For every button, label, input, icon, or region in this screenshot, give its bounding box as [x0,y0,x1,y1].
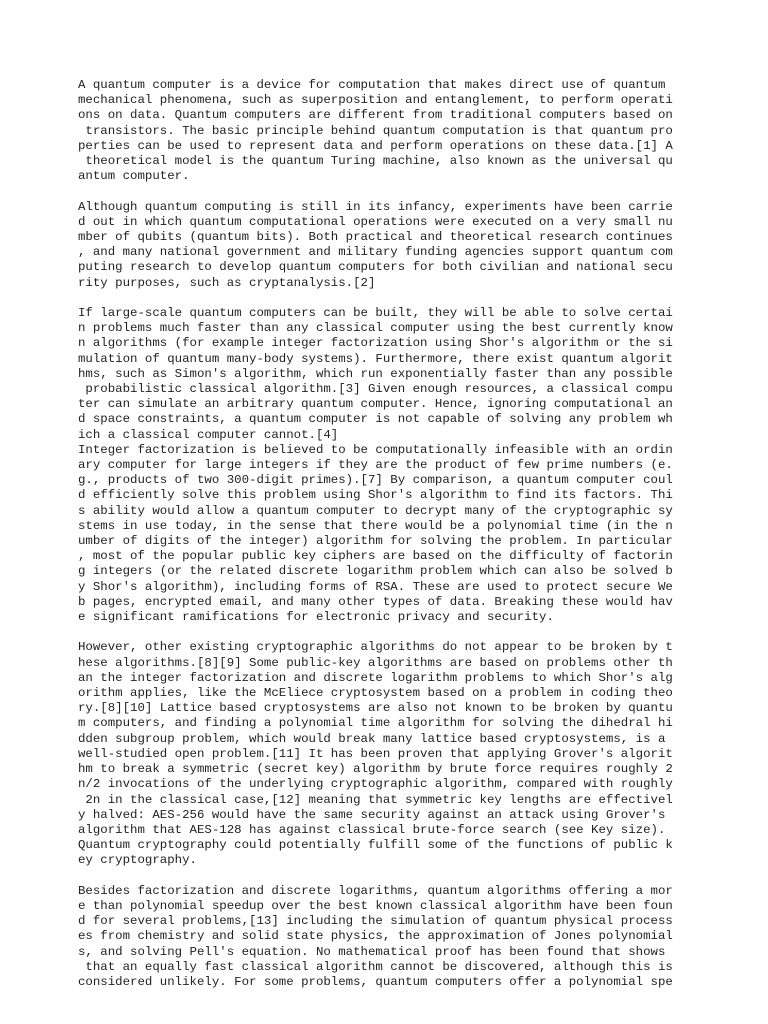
document-body [78,78,698,990]
text-line: an the integer factorization and discrete logarithm problems to which Shor's alg [78,670,673,685]
paragraph-spacer [78,625,698,640]
text-line: If large-scale quantum computers can be built, they will be able to solve certai [78,306,673,321]
text-line: g., products of two 300-digit primes).[7] By comparison, a quantum computer coul [78,473,673,488]
text-line: es from chemistry and solid state physics, the approximation of Jones polynomial [78,929,673,944]
text-line: Quantum cryptography could potentially fulfill some of the functions of public k [78,838,673,853]
text-line: d out in which quantum computational operations were executed on a very small nu [78,214,673,229]
text-line: d for several problems,[13] including the simulation of quantum physical process [78,914,673,929]
text-line: theoretical model is the quantum Turing machine, also known as the universal qu [78,154,673,169]
paragraph-2 [78,200,698,291]
text-line: hms, such as Simon's algorithm, which run exponentially faster than any possible [78,366,673,381]
text-line: Although quantum computing is still in its infancy, experiments have been carrie [78,199,673,214]
text-line: A quantum computer is a device for computation that makes direct use of quantum [78,78,666,92]
text-line: e significant ramifications for electronic privacy and security. [78,610,554,625]
text-line: mber of qubits (quantum bits). Both practical and theoretical research continues [78,230,673,245]
text-line: umber of digits of the integer) algorithm for solving the problem. In particular [78,534,673,549]
text-line: transistors. The basic principle behind quantum computation is that quantum pro [78,123,673,138]
text-line: rity purposes, such as cryptanalysis.[2] [78,275,376,290]
paragraph-spacer [78,869,698,884]
text-line: ey cryptography. [78,853,197,868]
text-line: e than polynomial speedup over the best known classical algorithm have been foun [78,898,673,913]
paragraph-spacer [78,184,698,199]
text-line: s, and solving Pell's equation. No mathematical proof has been found that shows [78,944,666,959]
text-line: antum computer. [78,169,190,184]
text-line: algorithm that AES-128 has against classical brute-force search (see Key size). [78,822,666,837]
paragraph-5 [78,884,698,990]
text-line: that an equally fast classical algorithm cannot be discovered, although this is [78,959,673,974]
text-line: probabilistic classical algorithm.[3] Given enough resources, a classical compu [78,382,673,397]
text-line: However, other existing cryptographic algorithms do not appear to be broken by t [78,640,673,655]
text-line: ons on data. Quantum computers are different from traditional computers based on [78,108,673,123]
text-line: y Shor's algorithm), including forms of RSA. These are used to protect secure We [78,579,673,594]
paragraph-spacer [78,291,698,306]
text-line: mulation of quantum many-body systems). Furthermore, there exist quantum algorit [78,351,673,366]
text-line: , most of the popular public key ciphers are based on the difficulty of factorin [78,549,673,564]
paragraph-3 [78,306,698,625]
paragraph-1 [78,78,698,184]
text-line: ary computer for large integers if they are the product of few prime numbers (e. [78,458,673,473]
text-line: ry.[8][10] Lattice based cryptosystems are also not known to be broken by quantu [78,701,673,716]
text-line: n/2 invocations of the underlying cryptographic algorithm, compared with roughly [78,777,673,792]
text-line: stems in use today, in the sense that there would be a polynomial time (in the n [78,518,673,533]
paragraph-4 [78,640,698,868]
text-line: g integers (or the related discrete logarithm problem which can also be solved b [78,564,673,579]
text-line: puting research to develop quantum computers for both civilian and national secu [78,260,673,275]
text-line: 2n in the classical case,[12] meaning that symmetric key lengths are effectivel [78,792,673,807]
text-line: considered unlikely. For some problems, quantum computers offer a polynomial spe [78,974,673,989]
text-line: hm to break a symmetric (secret key) algorithm by brute force requires roughly 2 [78,762,673,777]
text-line: n problems much faster than any classical computer using the best currently know [78,321,673,336]
text-line: b pages, encrypted email, and many other types of data. Breaking these would hav [78,594,673,609]
text-line: mechanical phenomena, such as superposition and entanglement, to perform operati [78,93,673,108]
text-line: s ability would allow a quantum computer to decrypt many of the cryptographic sy [78,503,673,518]
text-line: Besides factorization and discrete logarithms, quantum algorithms offering a mor [78,883,673,898]
text-line: dden subgroup problem, which would break many lattice based cryptosystems, is a [78,731,666,746]
text-line: y halved: AES-256 would have the same security against an attack using Grover's [78,807,666,822]
text-line: well-studied open problem.[11] It has been proven that applying Grover's algorit [78,746,673,761]
text-line: d efficiently solve this problem using Shor's algorithm to find its factors. Thi [78,488,673,503]
text-line: m computers, and finding a polynomial time algorithm for solving the dihedral hi [78,716,673,731]
text-line: ich a classical computer cannot.[4] [78,427,339,442]
text-line: ter can simulate an arbitrary quantum computer. Hence, ignoring computational an [78,397,673,412]
text-line: hese algorithms.[8][9] Some public-key algorithms are based on problems other th [78,655,673,670]
text-line: n algorithms (for example integer factorization using Shor's algorithm or the si [78,336,673,351]
text-line: , and many national government and military funding agencies support quantum com [78,245,673,260]
text-line: d space constraints, a quantum computer is not capable of solving any problem wh [78,412,673,427]
text-line: perties can be used to represent data and perform operations on these data.[1] A [78,138,673,153]
text-line: orithm applies, like the McEliece cryptosystem based on a problem in coding theo [78,686,673,701]
text-line: Integer factorization is believed to be computationally infeasible with an ordin [78,442,673,457]
